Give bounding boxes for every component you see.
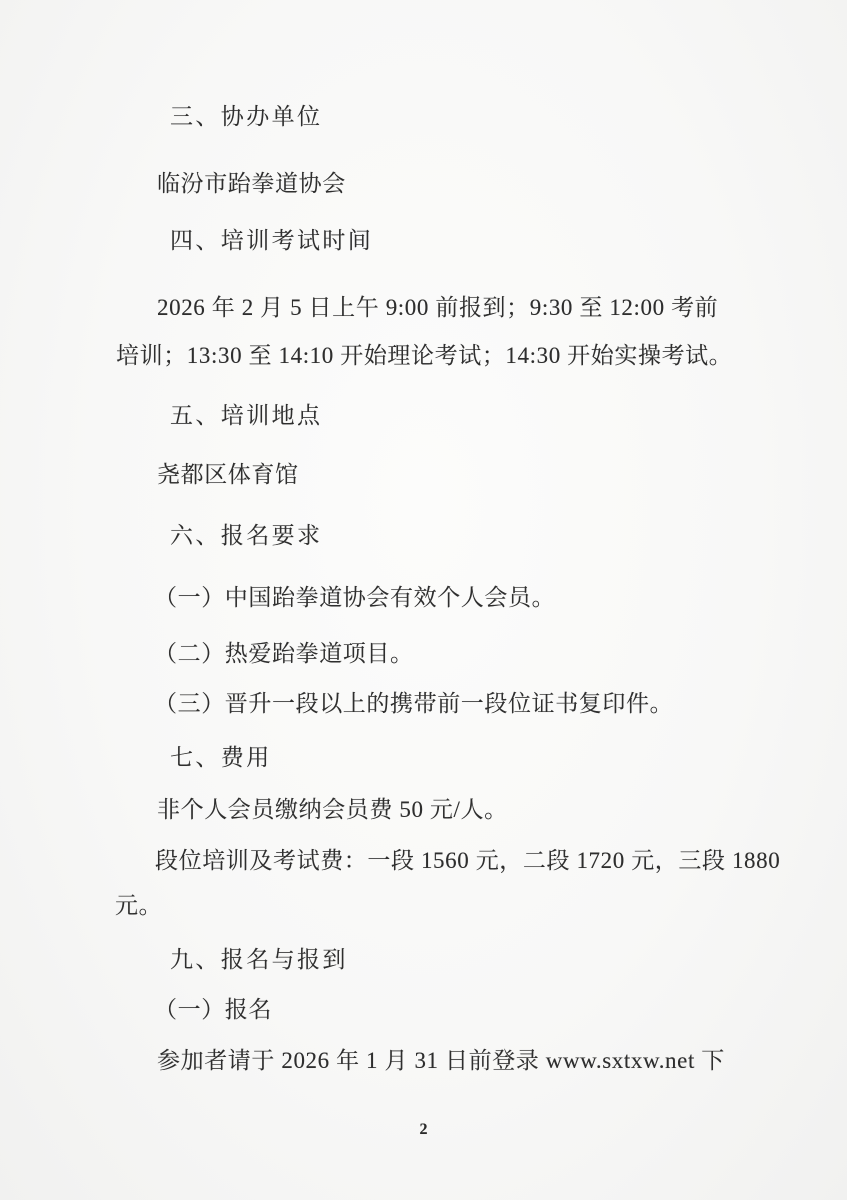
heading-training-location: 五、培训地点 <box>170 403 323 428</box>
heading-registration-requirements: 六、报名要求 <box>170 523 323 548</box>
text-requirement-3: （三）晋升一段以上的携带前一段位证书复印件。 <box>154 691 674 716</box>
text-fee-membership: 非个人会员缴纳会员费 50 元/人。 <box>157 797 508 822</box>
text-co-organizer-name: 临汾市跆拳道协会 <box>157 171 346 196</box>
page-number: 2 <box>419 1121 428 1138</box>
heading-fees: 七、费用 <box>170 745 272 770</box>
text-fee-training-line1: 段位培训及考试费：一段 1560 元，二段 1720 元，三段 1880 <box>155 848 781 873</box>
heading-registration-checkin: 九、报名与报到 <box>170 947 348 972</box>
text-registration-subheading: （一）报名 <box>154 997 272 1022</box>
text-requirement-1: （一）中国跆拳道协会有效个人会员。 <box>154 585 556 610</box>
text-requirement-2: （二）热爱跆拳道项目。 <box>154 641 414 666</box>
text-exam-schedule-line1: 2026 年 2 月 5 日上午 9:00 前报到；9:30 至 12:00 考前 <box>157 295 719 320</box>
heading-training-exam-time: 四、培训考试时间 <box>170 228 374 253</box>
text-fee-training-line2: 元。 <box>115 893 163 918</box>
text-registration-instruction: 参加者请于 2026 年 1 月 31 日前登录 www.sxtxw.net 下 <box>157 1048 725 1073</box>
text-training-location-name: 尧都区体育馆 <box>157 462 299 487</box>
text-exam-schedule-line2: 培训；13:30 至 14:10 开始理论考试；14:30 开始实操考试。 <box>116 343 733 368</box>
heading-co-organizer: 三、协办单位 <box>170 104 323 129</box>
